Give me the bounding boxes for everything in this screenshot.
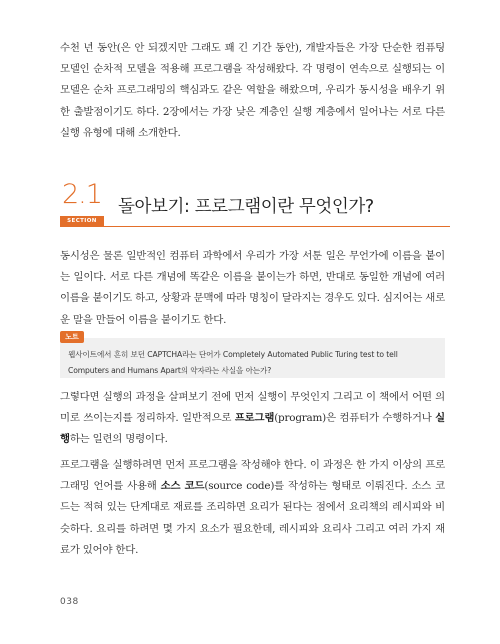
execute-term: 실행 (60, 412, 445, 446)
note-tag: 노트 (60, 331, 84, 343)
section-divider (104, 226, 450, 227)
source-text-before: 프로그램을 실행하려면 먼저 프로그램을 작성해야 한다. 이 과정은 한 가지 이상의 프로그래밍 언어를 사용해 (60, 459, 445, 493)
page-number: 038 (60, 597, 79, 607)
program-text-after: 하는 일련의 명령이다. (69, 433, 168, 446)
section-heading (60, 179, 450, 230)
intro-paragraph: 수천 년 동안(은 안 되겠지만 그래도 꽤 긴 기간 동안), 개발자들은 가장 단순한 컴퓨팅 모델인 순차적 모델을 적용해 프로그램을 작성해왔다. 각 명령이 연속으로 실행되는 이 모델은 순차 프로그래밍의 핵심과도 같은 역할을 해왔으며, 우리가 동시성을 배우기 위한 출발점이기도 하다. 2장에서는 가장 낮은 계층인 실행 계층에서 일어나는 서로 다른 실행 유형에 대해 소개한다. (60, 42, 445, 139)
source-code-term: 소스 코드 (160, 480, 205, 493)
source-code-paragraph (60, 455, 445, 561)
program-paragraph (60, 387, 445, 451)
section-title: 돌아보기: 프로그램이란 무엇인가? (118, 197, 374, 217)
section-number: 2.1 (62, 179, 102, 210)
program-text-before: 그렇다면 실행의 과정을 살펴보기 전에 먼저 실행이 무엇인지 그리고 이 책에서 어떤 의미로 쓰이는지를 정리하자. 일반적으로 (60, 391, 445, 425)
note-text: 웹사이트에서 흔히 보던 CAPTCHA라는 단어가 Completely Automated Public Turing test to tell Computers and Humans Apart의 약자라는 사실을 아는가? (68, 350, 398, 375)
section-tag: SECTION (60, 216, 104, 227)
program-term: 프로그램 (234, 412, 275, 425)
program-text-middle: (program)은 컴퓨터가 수행하거나 (274, 412, 436, 425)
concurrency-paragraph: 동시성은 물론 일반적인 컴퓨터 과학에서 우리가 가장 서툰 일은 무언가에 이름을 붙이는 일이다. 서로 다른 개념에 똑같은 이름을 붙이는가 하면, 반대로 동일한 개념에 여러 이름을 붙이기도 하고, 상황과 문맥에 따라 명칭이 달라지는 경우도 있다. 심지어는 새로운 말을 만들어 이름을 붙이기도 한다. (60, 250, 445, 326)
source-text-after: (source code)를 작성하는 형태로 이뤄진다. 소스 코드는 적혀 있는 단계대로 재료를 조리하면 요리가 된다는 점에서 요리책의 레시피와 비슷하다. 요리를 하려면 몇 가지 요소가 필요한데, 레시피와 요리사 그리고 여러 가지 재료가 있어야 한다. (60, 480, 445, 556)
